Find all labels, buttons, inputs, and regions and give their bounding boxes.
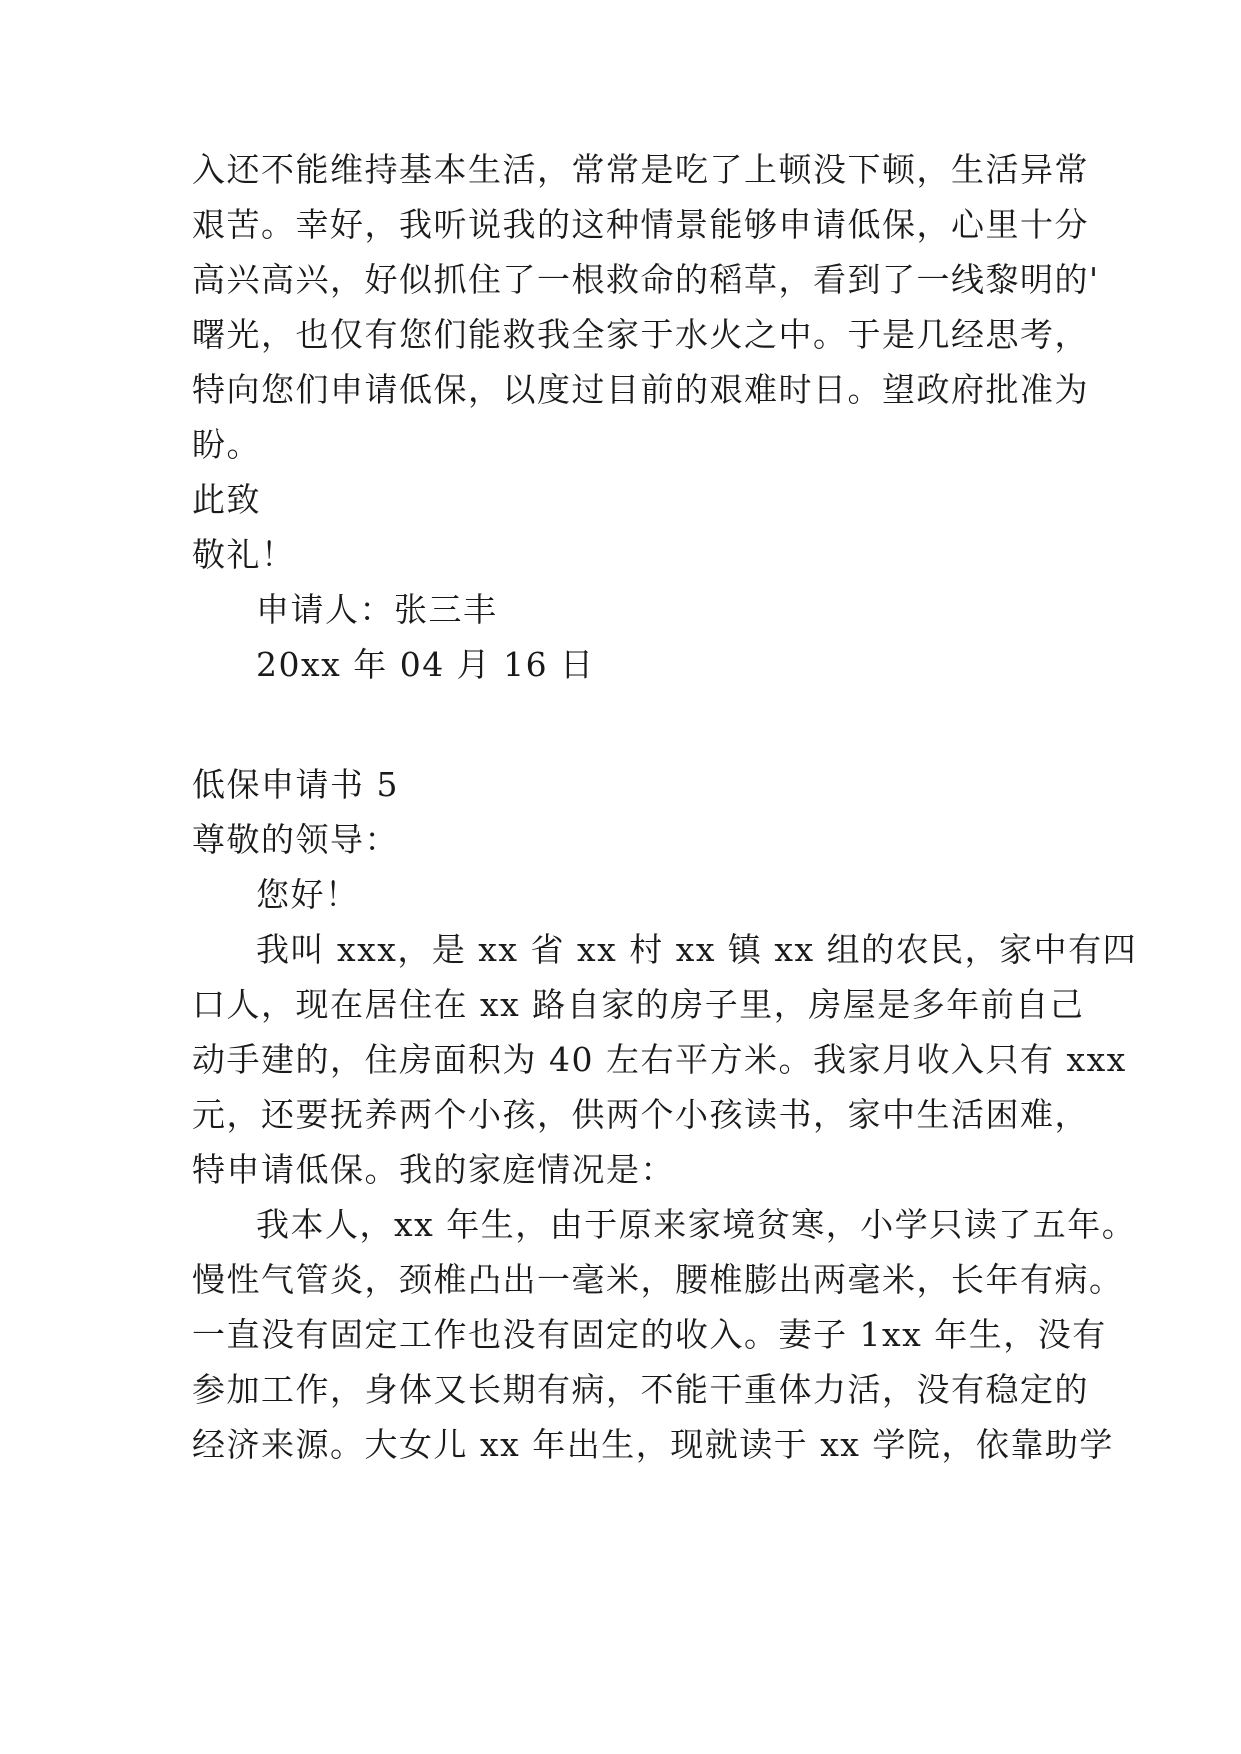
text-line: 艰苦。幸好，我听说我的这种情景能够申请低保，心里十分 [192,205,1089,244]
text-line: 特向您们申请低保，以度过目前的艰难时日。望政府批准为 [192,370,1089,409]
section-title: 低保申请书 5 [192,765,399,804]
closing-line: 敬礼！ [192,535,296,574]
text-line: 入还不能维持基本生活，常常是吃了上顿没下顿，生活异常 [192,150,1089,189]
text-line: 动手建的，住房面积为 40 左右平方米。我家月收入只有 xxx [192,1040,1127,1079]
text-line: 一直没有固定工作也没有固定的收入。妻子 1xx 年生，没有 [192,1315,1107,1354]
text-line: 参加工作，身体又长期有病，不能干重体力活，没有稳定的 [192,1370,1089,1409]
text-line: 元，还要抚养两个小孩，供两个小孩读书，家中生活困难， [192,1095,1089,1134]
greeting: 您好！ [256,875,360,914]
text-line: 特申请低保。我的家庭情况是： [192,1150,675,1189]
text-line: 曙光，也仅有您们能救我全家于水火之中。于是几经思考， [192,315,1089,354]
text-line: 我叫 xxx，是 xx 省 xx 村 xx 镇 xx 组的农民，家中有四 [256,930,1138,969]
text-line: 慢性气管炎，颈椎凸出一毫米，腰椎膨出两毫米，长年有病。 [192,1260,1124,1299]
date-line: 20xx 年 04 月 16 日 [256,645,595,684]
applicant-signature: 申请人：张三丰 [256,590,498,629]
text-line: 盼。 [192,425,261,464]
text-line: 我本人，xx 年生，由于原来家境贫寒，小学只读了五年。 [256,1205,1137,1244]
closing-line: 此致 [192,480,261,519]
salutation: 尊敬的领导： [192,820,399,859]
text-line: 高兴高兴，好似抓住了一根救命的稻草，看到了一线黎明的' [192,260,1100,299]
text-line: 口人，现在居住在 xx 路自家的房子里，房屋是多年前自己 [192,985,1085,1024]
text-line: 经济来源。大女儿 xx 年出生，现就读于 xx 学院，依靠助学 [192,1425,1114,1464]
